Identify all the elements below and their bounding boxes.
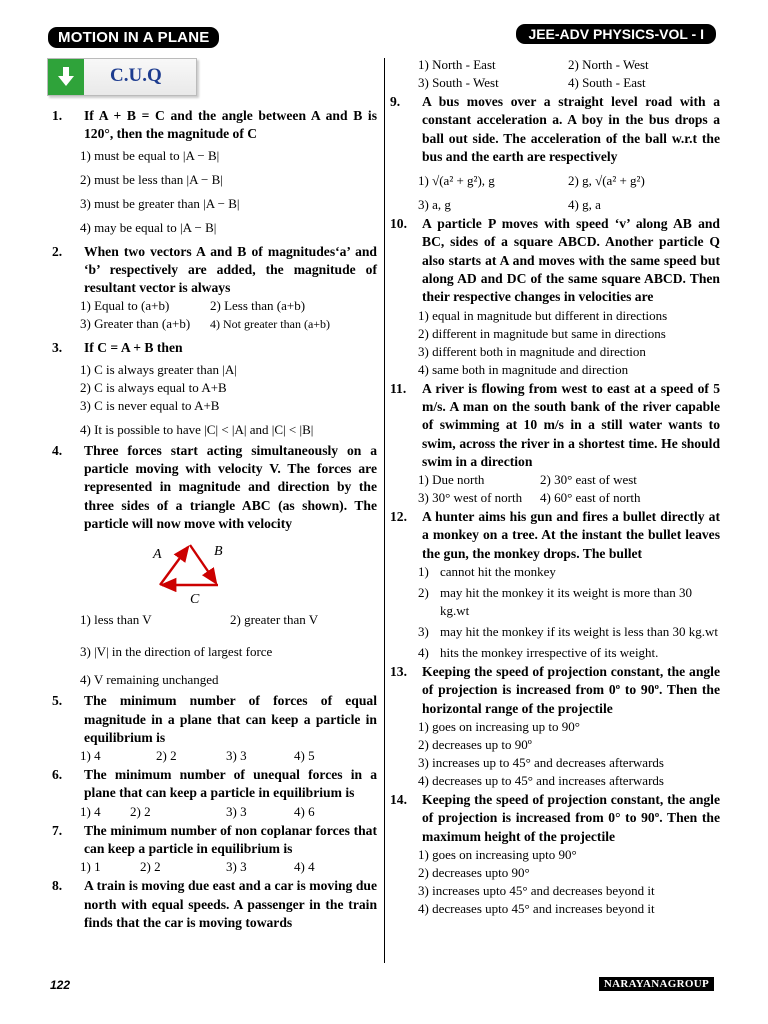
q3-option-1: 1) C is always greater than |A| <box>80 361 237 377</box>
q3-option-4: 4) It is possible to have |C| < |A| and |C| < |B| <box>80 421 314 437</box>
q8-options-row-1: 1) North - East 2) North - West <box>418 57 649 72</box>
q1-option-2: 2) must be less than |A − B| <box>80 171 223 187</box>
q10-option-3: 3) different both in magnitude and direction <box>418 343 646 359</box>
question-5: 5. The minimum number of forces of equal magnitude in a plane that can keep a particle in equilibrium is <box>52 693 377 745</box>
q3-option-2: 2) C is always equal to A+B <box>80 379 227 395</box>
q14-option-2: 2) decreases upto 90° <box>418 864 530 880</box>
download-arrow-icon <box>48 59 84 95</box>
q9-options-row-1: 1) √(a² + g²), g 2) g, √(a² + g²) <box>418 173 645 189</box>
triangle-abc <box>52 533 377 605</box>
question-4: 4. Three forces start acting simultaneously on a particle moving with velocity V. The forces are represented in magnitude and direction by the three sides of a triangle ABC (as shown). The particle will now move with velocity <box>52 442 377 531</box>
question-6: 6. The minimum number of unequal forces in a plane that can keep a particle in equilibrium is <box>52 767 377 801</box>
q2-options-row-1: 1) Equal to (a+b) 2) Less than (a+b) <box>80 298 306 314</box>
q12-option-2: 2) may hit the monkey it its weight is more than 30 kg.wt <box>418 585 693 619</box>
question-10: 10. A particle P moves with speed ‘v’ along AB and BC, sides of a square ABCD. Another particle Q also starts at A and moves with the same speed but along AD and DC of the same square ABCD. Then their respective changes in velocities are <box>390 216 720 305</box>
q2-options-row-2: 3) Greater than (a+b) 4) Not greater than (a+b) <box>80 316 331 332</box>
q9-options-row-2: 3) a, g 4) g, a <box>418 197 601 213</box>
column-divider <box>384 58 385 963</box>
question-12: 12. A hunter aims his gun and fires a bullet directly at a monkey on a tree. At the instant the bullet leaves the gun, the monkey drops. The bullet <box>390 509 720 561</box>
question-14: 14. Keeping the speed of projection constant, the angle of projection is increased from 0° to 90º. Then the maximum height of the projectile <box>390 791 720 844</box>
cuq-label: C.U.Q <box>110 65 162 86</box>
q12-option-4: 4) hits the monkey irrespective of its weight. <box>418 645 659 661</box>
q1-option-4: 4) may be equal to |A − B| <box>80 219 217 235</box>
q10-option-4: 4) same both in magnitude and direction <box>418 361 629 377</box>
q6-options: 1) 4 2) 2 3) 3 4) 6 <box>80 803 315 819</box>
label-c: C <box>190 592 200 606</box>
book-title: JEE-ADV PHYSICS-VOL - I <box>516 24 716 44</box>
brand-label: NARAYANAGROUP <box>599 977 714 991</box>
triangle-diagram <box>52 533 377 605</box>
cuq-badge <box>47 58 197 96</box>
question-9: 9. A bus moves over a straight level road with a constant acceleration a. A boy in the bus drops a ball out side. The acceleration of the ball w.r.t the bus and the earth are respectively <box>390 94 720 164</box>
right-column <box>390 56 720 918</box>
q13-option-3: 3) increases up to 45° and decreases afterwards <box>418 754 664 770</box>
q1-option-3: 3) must be greater than |A − B| <box>80 195 240 211</box>
q14-option-4: 4) decreases upto 45° and increases beyond it <box>418 900 655 916</box>
label-b: B <box>214 544 223 560</box>
q8-options-row-2: 3) South - West 4) South - East <box>418 75 646 90</box>
q11-options-row-1: 1) Due north 2) 30° east of west <box>418 472 637 488</box>
question-11: 11. A river is flowing from west to east at a speed of 5 m/s. A man on the south bank of the river capable of swimming at 10 m/s in a still water wants to swim, across the river in a shortest time. He should swim in a direction <box>390 380 720 469</box>
q10-option-1: 1) equal in magnitude but different in directions <box>418 307 668 323</box>
q10-option-2: 2) different in magnitude but same in directions <box>418 325 666 341</box>
q12-option-3: 3) may hit the monkey if its weight is less than 30 kg.wt <box>418 624 719 640</box>
label-a: A <box>153 547 162 563</box>
q13-option-4: 4) decreases up to 45° and increases afterwards <box>418 772 664 788</box>
q13-option-1: 1) goes on increasing up to 90° <box>418 718 580 734</box>
q11-options-row-2: 3) 30° west of north 4) 60° east of north <box>418 490 641 506</box>
question-2: 2. When two vectors A and B of magnitudes‘a’ and ‘b’ respectively are added, the magnitude of resultant vector is always <box>52 243 377 296</box>
question-13: 13. Keeping the speed of projection constant, the angle of projection is increased from 0º to 90º. Then the horizontal range of the projectile <box>390 664 720 716</box>
question-8: 8. A train is moving due east and a car is moving due north with equal speeds. A passenger in the train finds that the car is moving towards <box>52 878 377 930</box>
q4-options-row-1: 1) less than V 2) greater than V <box>80 612 319 628</box>
vector-b <box>190 545 216 583</box>
q1-option-1: 1) must be equal to |A − B| <box>80 147 220 163</box>
question-7: 7. The minimum number of non coplanar forces that can keep a particle in equilibrium is <box>52 822 377 857</box>
question-1: 1. If A + B = C and the angle between A and B is 120°, then the magnitude of C <box>52 108 377 142</box>
q7-options: 1) 1 2) 2 3) 3 4) 4 <box>80 859 315 875</box>
q4-option-4: 4) V remaining unchanged <box>80 672 219 688</box>
chapter-title: MOTION IN A PLANE <box>48 27 219 48</box>
q12-option-1: 1) cannot hit the monkey <box>418 564 556 580</box>
q3-option-3: 3) C is never equal to A+B <box>80 397 220 413</box>
q4-option-3: 3) |V| in the direction of largest force <box>80 644 273 660</box>
left-column <box>52 106 377 932</box>
vector-a <box>160 547 188 585</box>
q14-option-1: 1) goes on increasing upto 90° <box>418 846 577 862</box>
question-3: 3. If C = A + B then <box>52 340 183 356</box>
q13-option-2: 2) decreases up to 90º <box>418 736 532 752</box>
q5-options: 1) 4 2) 2 3) 3 4) 5 <box>80 748 315 764</box>
q14-option-3: 3) increases upto 45° and decreases beyond it <box>418 882 655 898</box>
page-number: 122 <box>50 978 71 992</box>
